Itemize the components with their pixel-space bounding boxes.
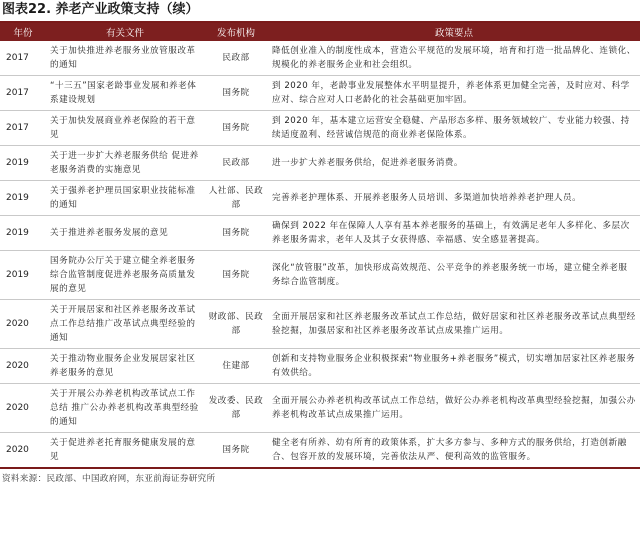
table-row — [0, 41, 640, 76]
table-row — [0, 111, 640, 146]
row-document: 关于加快发展商业养老保险的若干意见 — [46, 111, 204, 146]
row-policy-points: 进一步扩大养老服务供给，促进养老服务消费。 — [268, 146, 640, 181]
row-agency: 人社部、民政部 — [204, 181, 268, 216]
row-document: 关于推动物业服务企业发展居家社区养老服务的意见 — [46, 349, 204, 384]
table-row — [0, 181, 640, 216]
header-agency: 发布机构 — [204, 23, 268, 41]
row-agency: 财政部、民政部 — [204, 300, 268, 349]
figure-title: 图表22. 养老产业政策支持（续） — [2, 2, 199, 17]
row-document: 关于加快推进养老服务业放管服改革的通知 — [46, 41, 204, 76]
header-policy-points: 政策要点 — [268, 23, 640, 41]
row-year: 2020 — [0, 349, 46, 384]
row-policy-points: 到 2020 年，老龄事业发展整体水平明显提升，养老体系更加健全完善，及时应对、科学应对、综合应对人口老龄化的社会基础更加牢固。 — [268, 76, 640, 111]
table-row — [0, 146, 640, 181]
row-agency: 民政部 — [204, 146, 268, 181]
row-document: 关于促进养老托育服务健康发展的意见 — [46, 433, 204, 469]
row-year: 2017 — [0, 41, 46, 76]
row-year: 2019 — [0, 181, 46, 216]
row-document: 关于推进养老服务发展的意见 — [46, 216, 204, 251]
row-agency: 国务院 — [204, 216, 268, 251]
row-agency: 国务院 — [204, 76, 268, 111]
table-row — [0, 300, 640, 349]
row-policy-points: 全面开展居家和社区养老服务改革试点工作总结，做好居家和社区养老服务改革试点典型经验挖掘，加强居家和社区养老服务改革试点成果推广运用。 — [268, 300, 640, 349]
row-year: 2019 — [0, 251, 46, 300]
table-row — [0, 76, 640, 111]
row-year: 2020 — [0, 433, 46, 469]
row-agency: 民政部 — [204, 41, 268, 76]
row-year: 2020 — [0, 384, 46, 433]
row-year: 2020 — [0, 300, 46, 349]
table-row — [0, 216, 640, 251]
row-year: 2019 — [0, 146, 46, 181]
row-document: 关于开展居家和社区养老服务改革试点工作总结推广改革试点典型经验的通知 — [46, 300, 204, 349]
table-row — [0, 384, 640, 433]
row-year: 2017 — [0, 111, 46, 146]
source-note: 资料来源：民政部、中国政府网，东亚前海证券研究所 — [2, 474, 216, 484]
row-agency: 住建部 — [204, 349, 268, 384]
row-policy-points: 降低创业准入的制度性成本，营造公平规范的发展环境，培育和打造一批品牌化、连锁化、规模化的养老服务企业和社会组织。 — [268, 41, 640, 76]
row-year: 2017 — [0, 76, 46, 111]
row-document: “十三五”国家老龄事业发展和养老体系建设规划 — [46, 76, 204, 111]
row-policy-points: 全面开展公办养老机构改革试点工作总结，做好公办养老机构改革典型经验挖掘，加强公办养老机构改革试点成果推广运用。 — [268, 384, 640, 433]
row-policy-points: 健全老有所养、幼有所育的政策体系，扩大多方参与、多种方式的服务供给，打造创新融合、包容开放的发展环境，完善依法从严、便利高效的监管服务。 — [268, 433, 640, 469]
row-year: 2019 — [0, 216, 46, 251]
row-agency: 国务院 — [204, 251, 268, 300]
row-policy-points: 深化“放管服”改革，加快形成高效规范、公平竞争的养老服务统一市场，建立健全养老服务综合监管制度。 — [268, 251, 640, 300]
row-document: 关于强养老护理员国家职业技能标准的通知 — [46, 181, 204, 216]
row-document: 关于开展公办养老机构改革试点工作总结 推广公办养老机构改革典型经验的通知 — [46, 384, 204, 433]
row-policy-points: 创新和支持物业服务企业积极探索“物业服务+养老服务”模式，切实增加居家社区养老服务有效供给。 — [268, 349, 640, 384]
row-policy-points: 完善养老护理体系、开展养老服务人员培训、多渠道加快培养养老护理人员。 — [268, 181, 640, 216]
row-policy-points: 确保到 2022 年在保障人人享有基本养老服务的基础上，有效满足老年人多样化、多层次养老服务需求，老年人及其子女获得感、幸福感、安全感显著提高。 — [268, 216, 640, 251]
policy-table — [0, 23, 640, 469]
row-agency: 国务院 — [204, 433, 268, 469]
row-document: 国务院办公厅关于建立健全养老服务综合监管制度促进养老服务高质量发展的意见 — [46, 251, 204, 300]
header-year: 年份 — [0, 23, 46, 41]
row-document: 关于进一步扩大养老服务供给 促进养老服务消费的实施意见 — [46, 146, 204, 181]
row-policy-points: 到 2020 年，基本建立运营安全稳健、产品形态多样、服务领域较广、专业能力较强、持续适度盈利、经营诚信规范的商业养老保险体系。 — [268, 111, 640, 146]
table-header — [0, 23, 640, 41]
row-agency: 发改委、民政部 — [204, 384, 268, 433]
table-row — [0, 433, 640, 469]
table-row — [0, 349, 640, 384]
header-document: 有关文件 — [46, 23, 204, 41]
row-agency: 国务院 — [204, 111, 268, 146]
table-row — [0, 251, 640, 300]
